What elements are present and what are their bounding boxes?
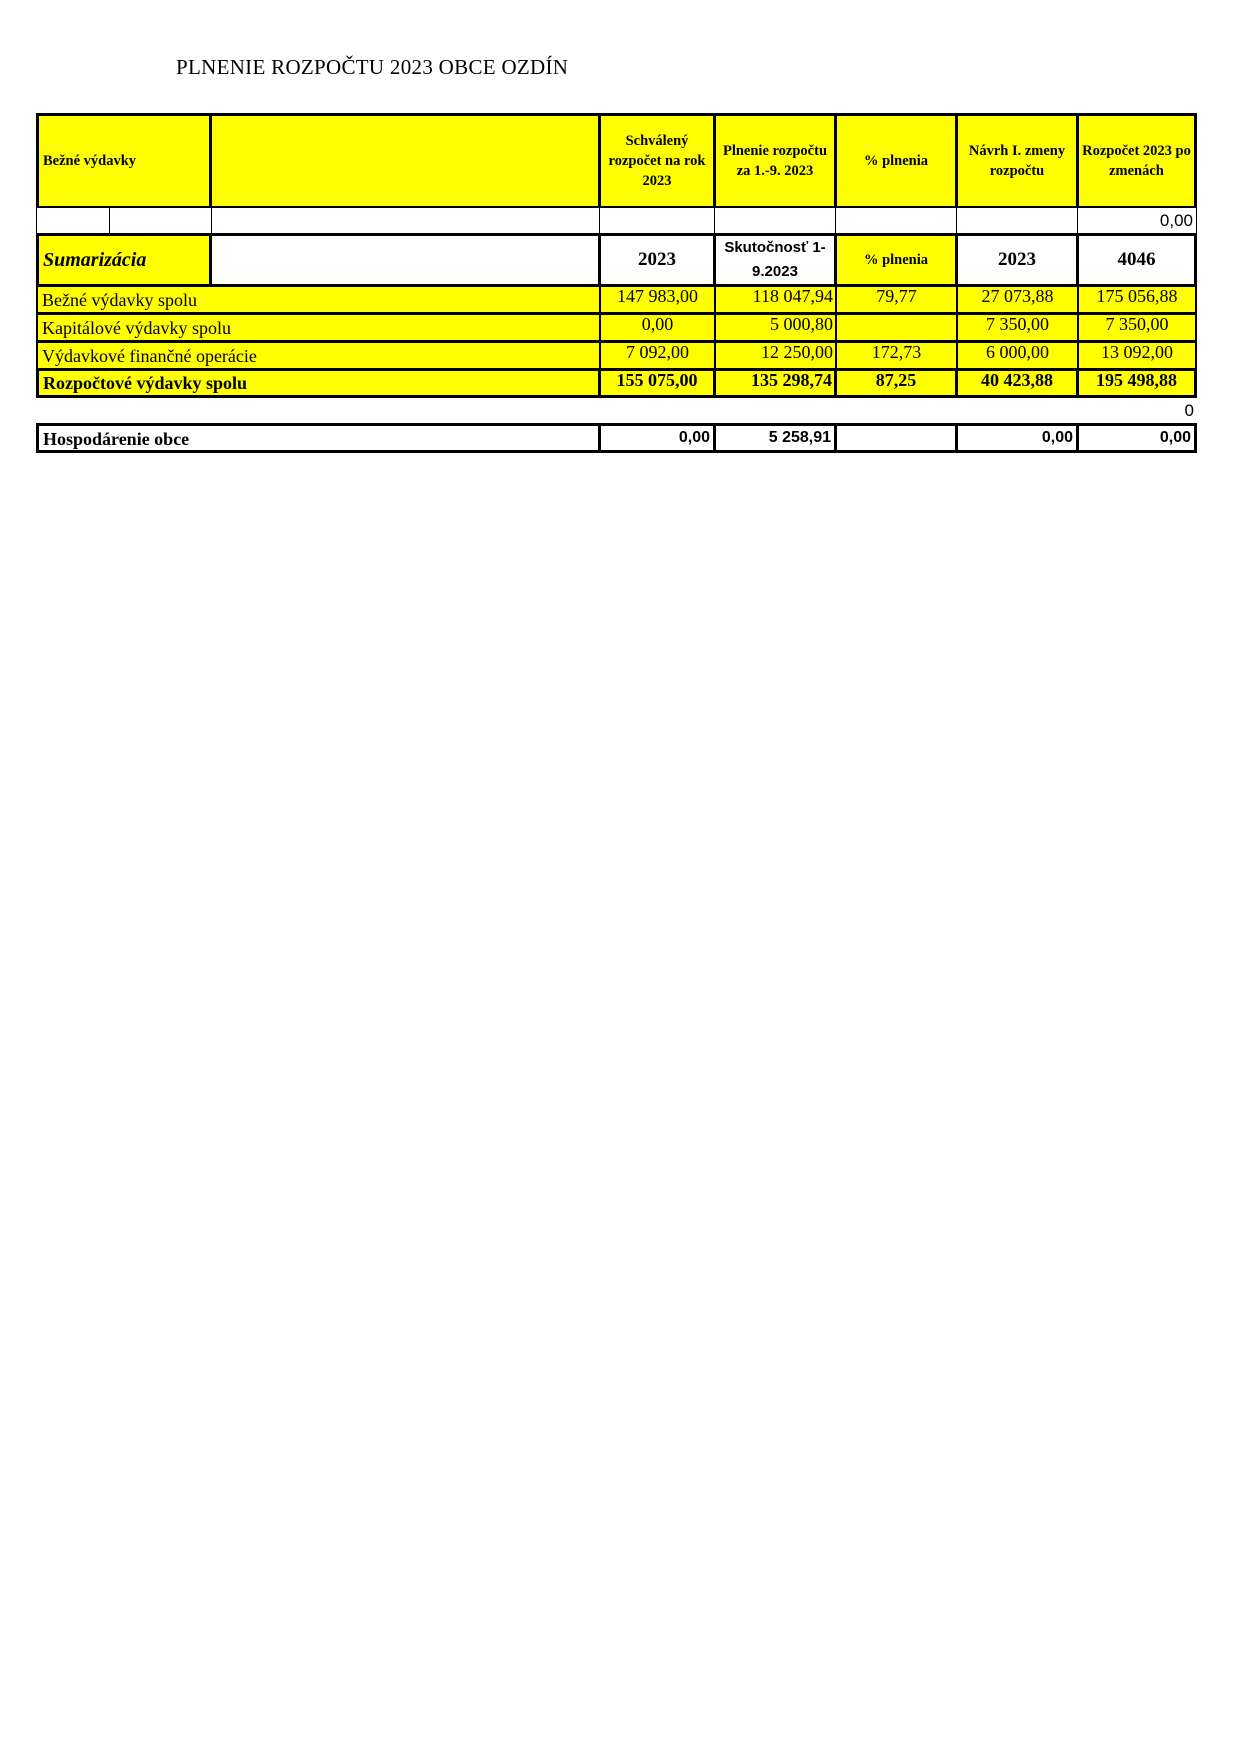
header-fulfillment: Plnenie rozpočtu za 1.-9. 2023 — [713, 113, 837, 209]
blank-cell — [109, 207, 212, 234]
row-approved: 7 092,00 — [599, 341, 716, 370]
row-percent: 79,77 — [835, 285, 958, 314]
row-total-approved: 155 075,00 — [598, 368, 716, 398]
summary-blank-cell — [209, 233, 601, 287]
row-after-changes: 7 350,00 — [1077, 313, 1197, 342]
row-after-changes: 175 056,88 — [1077, 285, 1197, 314]
blank-cell — [599, 207, 715, 234]
result-after-changes: 0,00 — [1076, 423, 1197, 453]
row-total-proposal: 40 423,88 — [955, 368, 1079, 398]
blank-row-value: 0,00 — [1077, 207, 1197, 234]
row-fulfillment: 12 250,00 — [714, 341, 837, 370]
row-label: Kapitálové výdavky spolu — [36, 313, 601, 342]
blank-cell — [956, 207, 1078, 234]
row-total-fulfillment: 135 298,74 — [713, 368, 837, 398]
summary-label: Sumarizácia — [36, 233, 212, 287]
summary-actual: Skutočnosť 1-9.2023 — [713, 233, 837, 287]
row-label: Bežné výdavky spolu — [36, 285, 601, 314]
zero-value: 0 — [1184, 401, 1194, 420]
result-proposal: 0,00 — [955, 423, 1079, 453]
row-proposal: 6 000,00 — [956, 341, 1079, 370]
row-percent: 172,73 — [835, 341, 958, 370]
row-fulfillment: 5 000,80 — [714, 313, 837, 342]
row-proposal: 27 073,88 — [956, 285, 1079, 314]
result-approved: 0,00 — [598, 423, 716, 453]
page-title: PLNENIE ROZPOČTU 2023 OBCE OZDÍN — [176, 55, 569, 79]
summary-code: 4046 — [1076, 233, 1197, 287]
row-fulfillment: 118 047,94 — [714, 285, 837, 314]
summary-percent: % plnenia — [834, 233, 958, 287]
header-approved-budget: Schválený rozpočet na rok 2023 — [598, 113, 716, 209]
blank-cell — [36, 207, 110, 234]
row-total-percent: 87,25 — [834, 368, 958, 398]
row-total-after-changes: 195 498,88 — [1076, 368, 1197, 398]
row-proposal: 7 350,00 — [956, 313, 1079, 342]
header-blank-cell — [209, 113, 601, 209]
row-total-label: Rozpočtové výdavky spolu — [36, 368, 601, 398]
header-percent: % plnenia — [834, 113, 958, 209]
result-fulfillment: 5 258,91 — [713, 423, 837, 453]
summary-year-approved: 2023 — [598, 233, 716, 287]
result-percent — [834, 423, 958, 453]
row-approved: 0,00 — [599, 313, 716, 342]
row-percent — [835, 313, 958, 342]
summary-year-proposal: 2023 — [955, 233, 1079, 287]
header-proposal: Návrh I. zmeny rozpočtu — [955, 113, 1079, 209]
blank-cell — [835, 207, 957, 234]
blank-cell — [714, 207, 836, 234]
row-label: Výdavkové finančné operácie — [36, 341, 601, 370]
header-budget-after-changes: Rozpočet 2023 po zmenách — [1076, 113, 1197, 209]
result-label: Hospodárenie obce — [36, 423, 601, 453]
header-section-label: Bežné výdavky — [36, 113, 212, 209]
row-approved: 147 983,00 — [599, 285, 716, 314]
row-after-changes: 13 092,00 — [1077, 341, 1197, 370]
blank-cell — [211, 207, 600, 234]
